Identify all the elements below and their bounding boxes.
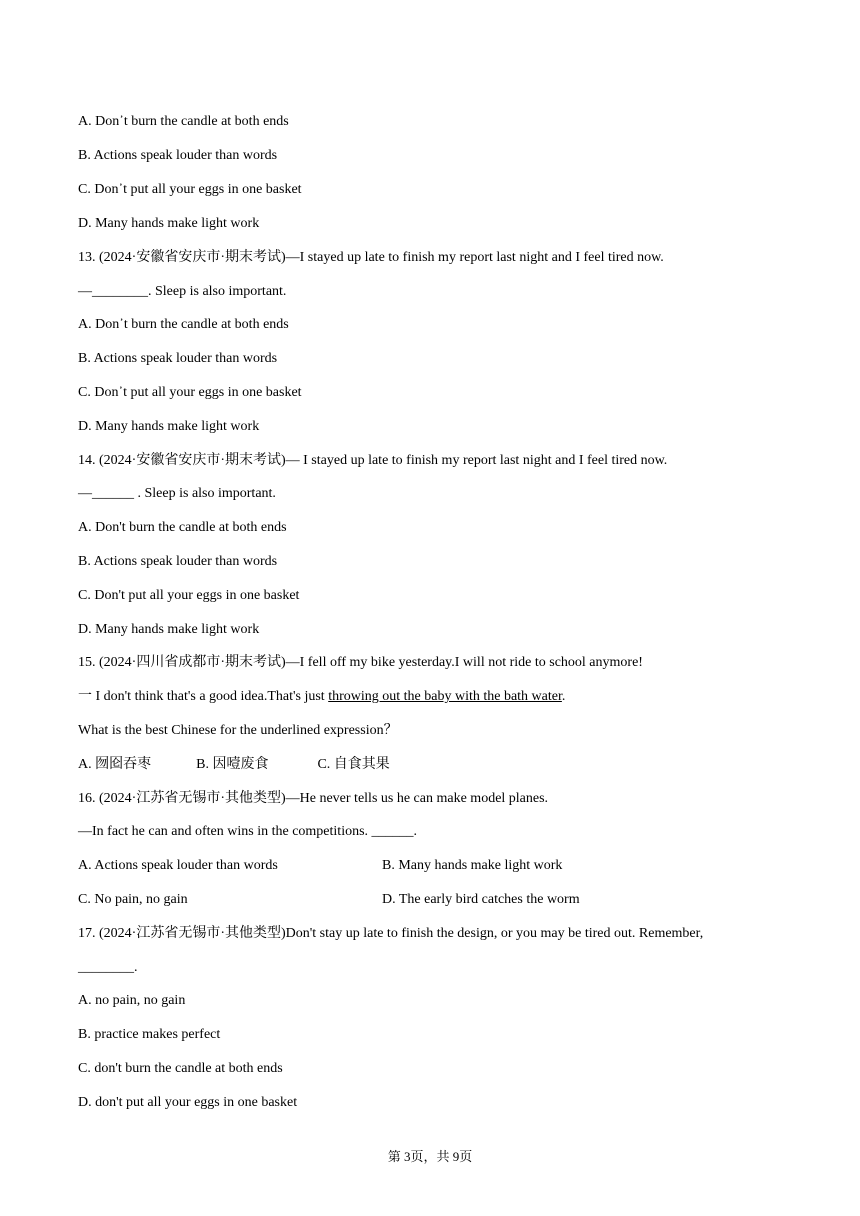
q15-option-c: C. 自食其果 [317, 757, 390, 772]
q15-options-row [78, 756, 390, 774]
q15-option-b: B. 因噎废食 [196, 757, 269, 772]
q15-stem: 15. (2024·四川省成都市·期末考试)—I fell off my bike yesterday.I will not ride to school anymore! [78, 655, 643, 670]
q13-option-d: D. Many hands make light work [78, 419, 260, 434]
q14-stem: 14. (2024·安徽省安庆市·期末考试)— I stayed up late to finish my report last night and I feel tired now. [78, 453, 668, 468]
q16-option-b: B. Many hands make light work [382, 858, 563, 873]
q16-stem: 16. (2024·江苏省无锡市·其他类型)—He never tells us he can make model planes. [78, 791, 549, 806]
q17-option-d: D. don't put all your eggs in one basket [78, 1095, 298, 1110]
q14-option-c: C. Don't put all your eggs in one basket [78, 588, 300, 603]
q17-option-c: C. don't burn the candle at both ends [78, 1061, 283, 1076]
q13-option-a: A. Don᾿t burn the candle at both ends [78, 317, 289, 332]
q13-stem: 13. (2024·安徽省安庆市·期末考试)—I stayed up late to finish my report last night and I feel tired now. [78, 250, 664, 265]
q15-reply-prefix: 一 I don't think that's a good idea.That's just [78, 689, 329, 704]
q15-option-a: A. 囫囵吞枣 [78, 757, 152, 772]
q16-option-d: D. The early bird catches the worm [382, 892, 580, 907]
prev-option-d: D. Many hands make light work [78, 216, 260, 231]
q17-stem: 17. (2024·江苏省无锡市·其他类型)Don't stay up late to finish the design, or you may be tired out. Remember, [78, 926, 704, 941]
q17-blank: ________. [78, 960, 138, 975]
q14-option-a: A. Don't burn the candle at both ends [78, 520, 287, 535]
prev-option-b: B. Actions speak louder than words [78, 148, 278, 163]
q15-reply [78, 688, 565, 706]
page-number-footer: 第 3页，共 9页 [387, 1149, 473, 1164]
q14-reply: —______ . Sleep is also important. [78, 486, 276, 501]
q14-option-d: D. Many hands make light work [78, 622, 260, 637]
q15-underlined-expression: throwing out the baby with the bath water [328, 689, 562, 704]
q15-question: What is the best Chinese for the underlined expression？ [78, 723, 398, 738]
q17-option-a: A. no pain, no gain [78, 993, 186, 1008]
q13-reply: —________. Sleep is also important. [78, 284, 287, 299]
q13-option-b: B. Actions speak louder than words [78, 351, 278, 366]
q16-reply: —In fact he can and often wins in the competitions. ______. [78, 824, 418, 839]
prev-option-a: A. Don᾿t burn the candle at both ends [78, 114, 289, 129]
q15-reply-suffix: . [561, 689, 566, 704]
q16-option-c: C. No pain, no gain [78, 892, 188, 907]
q14-option-b: B. Actions speak louder than words [78, 554, 278, 569]
q17-option-b: B. practice makes perfect [78, 1027, 221, 1042]
q13-option-c: C. Don᾿t put all your eggs in one basket [78, 385, 302, 400]
q16-option-a: A. Actions speak louder than words [78, 858, 278, 873]
prev-option-c: C. Don᾿t put all your eggs in one basket [78, 182, 302, 197]
